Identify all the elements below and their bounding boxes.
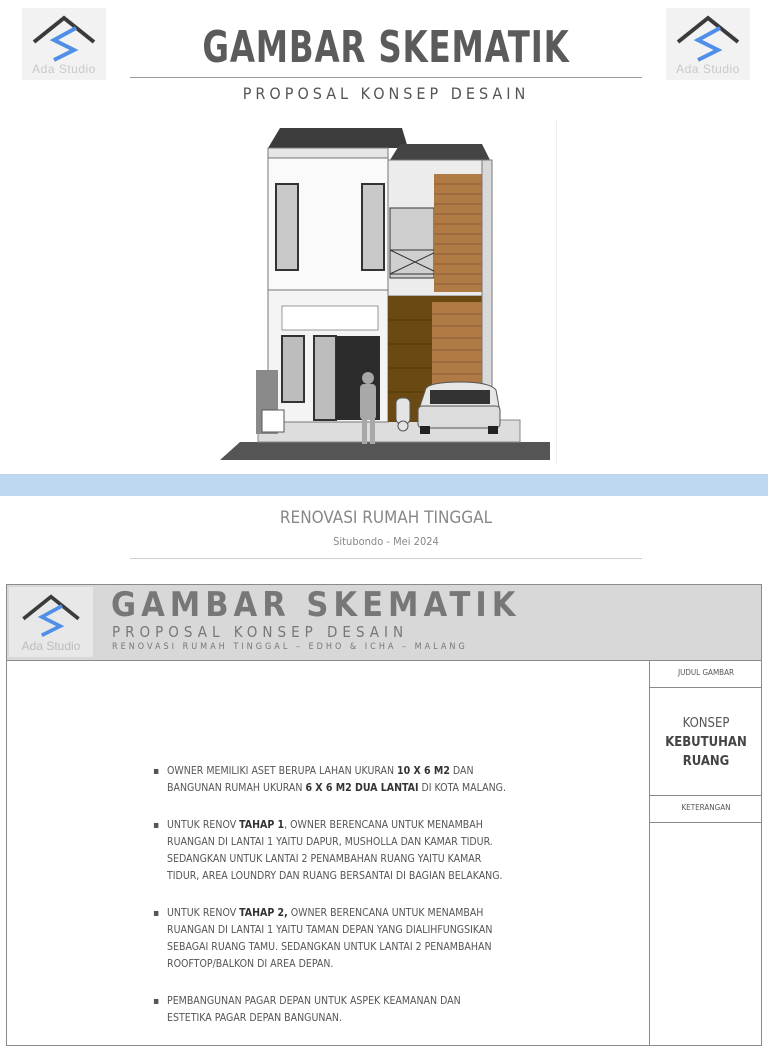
list-item: ▪ UNTUK RENOV TAHAP 2, OWNER BERENCANA UNTUK MENAMBAH RUANGAN DI LANTAI 1 YAITU TAMAN DEPAN YANG DIALIHFUNGSIKAN SEBAGAI RUANG TAMU. SEDANGKAN UNTUK LANTAI 2 PENAMBAHAN ROOFTOP/BALKON DI AREA DEPAN. bbox=[147, 905, 507, 973]
drawing-title-line1: KONSEP bbox=[682, 716, 730, 731]
list-item: ▪ OWNER MEMILIKI ASET BERUPA LAHAN UKURAN 10 X 6 M2 DAN BANGUNAN RUMAH UKURAN 6 X 6 M2 DUA LANTAI DI KOTA MALANG. bbox=[147, 763, 507, 797]
logo-text: Ada Studio bbox=[676, 62, 740, 76]
divider bbox=[650, 822, 762, 823]
sheet-logo bbox=[9, 587, 93, 657]
title-block bbox=[649, 660, 762, 1045]
sheet-project-line: RENOVASI RUMAH TINGGAL – EDHO & ICHA – MALANG bbox=[112, 642, 468, 652]
drawing-sheet bbox=[6, 584, 762, 1046]
page-subtitle: PROPOSAL KONSEP DESAIN bbox=[242, 84, 530, 103]
house-render-image bbox=[220, 120, 557, 464]
divider bbox=[650, 687, 762, 688]
drawing-title bbox=[650, 714, 762, 771]
drawing-title-line2: KEBUTUHAN bbox=[665, 735, 747, 750]
list-item: ▪ UNTUK RENOV TAHAP 1, OWNER BERENCANA UNTUK MENAMBAH RUANGAN DI LANTAI 1 YAITU DAPUR, MUSHOLLA DAN KAMAR TIDUR. SEDANGKAN UNTUK LANTAI 2 PENAMBAHAN RUANG YAITU KAMAR TIDUR, AREA LOUNDRY DAN RUANG BERSANTAI DI BAGIAN BELAKANG. bbox=[147, 817, 507, 885]
list-item: ▪ PEMBANGUNAN PAGAR DEPAN UNTUK ASPEK KEAMANAN DAN ESTETIKA PAGAR DEPAN BANGUNAN. bbox=[147, 993, 507, 1027]
sheet-subtitle: PROPOSAL KONSEP DESAIN bbox=[112, 623, 409, 641]
studio-logo-icon bbox=[21, 593, 81, 639]
keterangan-label: KETERANGAN bbox=[681, 803, 731, 812]
project-location-date: Situbondo - Mei 2024 bbox=[333, 535, 439, 548]
page-title: GAMBAR SKEMATIK bbox=[202, 22, 570, 73]
logo-text: Ada Studio bbox=[32, 62, 96, 76]
judul-gambar-label: JUDUL GAMBAR bbox=[677, 668, 735, 677]
project-name: RENOVASI RUMAH TINGGAL bbox=[279, 508, 493, 528]
sheet-title: GAMBAR SKEMATIK bbox=[111, 585, 521, 625]
divider bbox=[650, 795, 762, 796]
sheet-header bbox=[7, 585, 761, 661]
requirements-list bbox=[147, 763, 507, 1047]
studio-logo-right bbox=[666, 8, 750, 80]
accent-band bbox=[0, 474, 768, 496]
studio-logo-left bbox=[22, 8, 106, 80]
studio-logo-icon bbox=[676, 14, 740, 64]
project-divider bbox=[130, 558, 642, 559]
studio-logo-icon bbox=[32, 14, 96, 64]
logo-text: Ada Studio bbox=[21, 639, 81, 653]
title-divider bbox=[130, 77, 642, 78]
drawing-title-line3: RUANG bbox=[682, 754, 730, 769]
